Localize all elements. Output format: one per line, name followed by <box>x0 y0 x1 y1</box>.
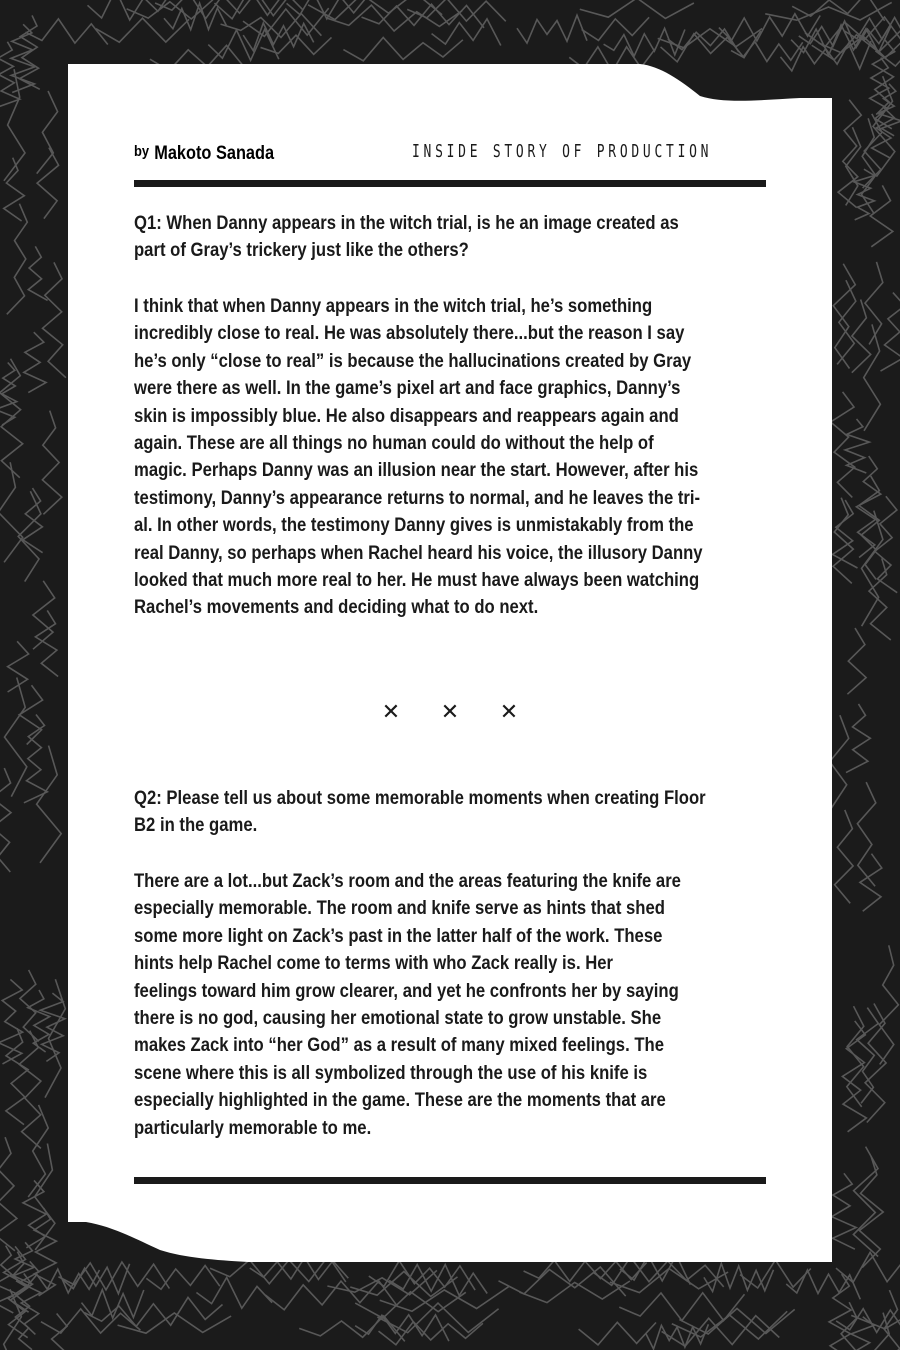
question-1 <box>134 210 767 265</box>
text-line: B2 in the game. <box>134 814 258 837</box>
text-line: again. These are all things no human could do without the help of <box>134 432 654 455</box>
byline <box>134 143 274 165</box>
cross-mark-icon: ✕ <box>381 700 401 725</box>
text-line: were there as well. In the game’s pixel art and face graphics, Danny’s <box>134 377 681 400</box>
text-line: feelings toward him grow clearer, and yet he confronts her by saying <box>134 979 679 1002</box>
question-2 <box>134 785 767 840</box>
bottom-rule <box>134 1177 766 1184</box>
text-line: Q2: Please tell us about some memorable moments when creating Floor <box>134 787 706 809</box>
text-line: particularly memorable to me. <box>134 1116 372 1139</box>
answer-1 <box>134 293 767 622</box>
answer-2 <box>134 868 767 1142</box>
text-line: scene where this is all symbolized through the use of his knife is <box>134 1061 648 1084</box>
text-line: incredibly close to real. He was absolutely there...but the reason I say <box>134 322 685 345</box>
text-line: There are a lot...but Zack’s room and the areas featuring the knife are <box>134 870 681 892</box>
cross-mark-icon: ✕ <box>440 700 460 725</box>
section-divider <box>372 696 532 726</box>
text-line: testimony, Danny’s appearance returns to normal, and he leaves the tri- <box>134 486 701 509</box>
text-line: hints help Rachel come to terms with who Zack really is. Her <box>134 952 614 975</box>
text-line: especially memorable. The room and knife serve as hints that shed <box>134 897 665 920</box>
cross-mark-icon: ✕ <box>499 700 519 725</box>
author-name: Makoto Sanada <box>154 143 275 164</box>
text-line: makes Zack into “her God” as a result of many mixed feelings. The <box>134 1034 664 1057</box>
text-line: al. In other words, the testimony Danny gives is unmistakably from the <box>134 514 694 537</box>
top-rule <box>134 180 766 187</box>
text-line: there is no god, causing her emotional state to grow unstable. She <box>134 1007 662 1030</box>
text-line: Rachel’s movements and deciding what to do next. <box>134 596 539 619</box>
text-line: magic. Perhaps Danny was an illusion near the start. However, after his <box>134 459 699 482</box>
series-title: INSIDE STORY OF PRODUCTION <box>412 141 713 162</box>
text-line: especially highlighted in the game. These are the moments that are <box>134 1089 666 1112</box>
text-line: Q1: When Danny appears in the witch trial, is he an image created as <box>134 212 679 234</box>
byline-prefix: by <box>134 143 150 160</box>
text-line: I think that when Danny appears in the witch trial, he’s something <box>134 295 653 317</box>
text-line: real Danny, so perhaps when Rachel heard his voice, the illusory Danny <box>134 541 703 564</box>
text-line: he’s only “close to real” is because the hallucinations created by Gray <box>134 349 692 372</box>
text-line: looked that much more real to her. He must have always been watching <box>134 569 700 592</box>
text-line: part of Gray’s trickery just like the others? <box>134 239 469 262</box>
text-line: some more light on Zack’s past in the latter half of the work. These <box>134 924 663 947</box>
text-line: skin is impossibly blue. He also disappears and reappears again and <box>134 404 679 427</box>
